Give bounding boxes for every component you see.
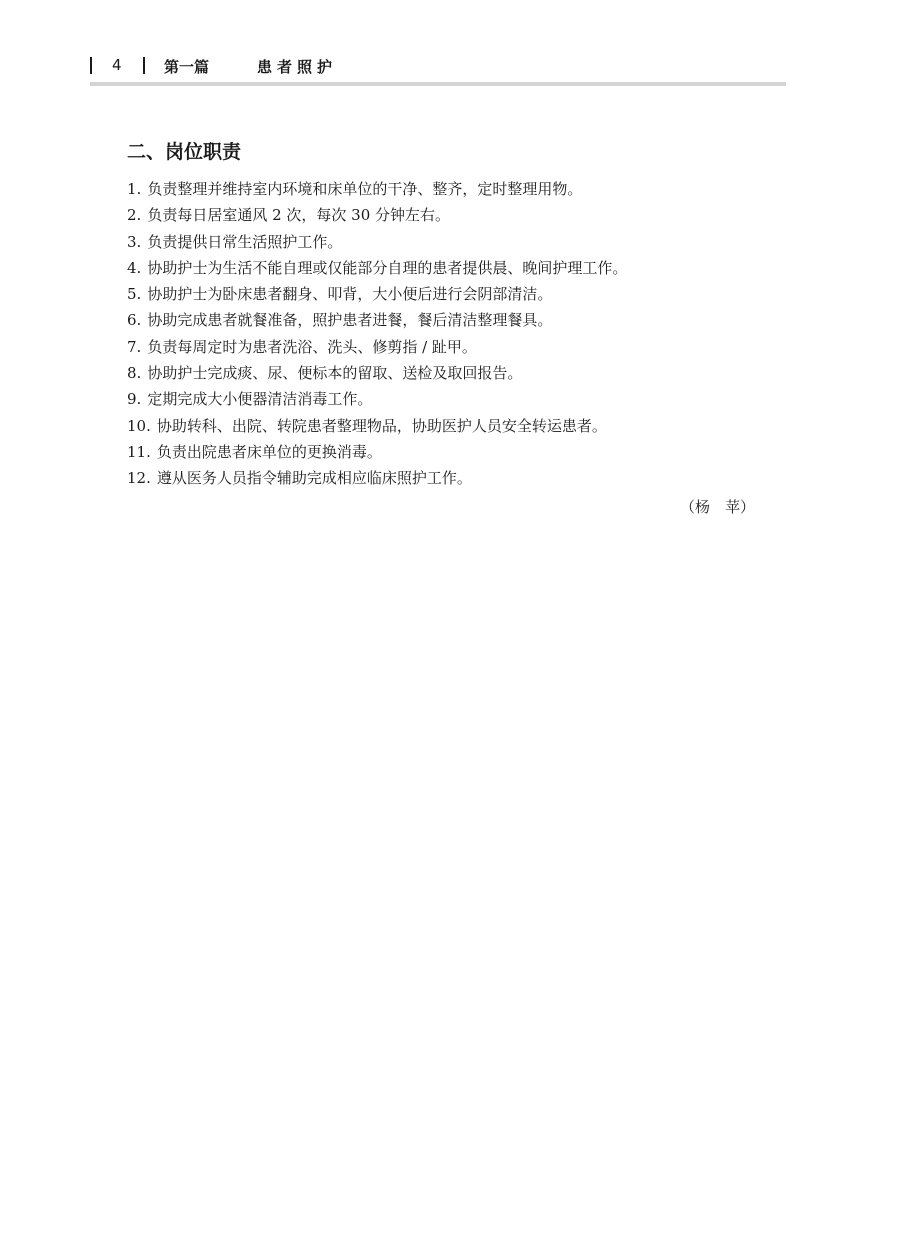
item-number: 1. — [127, 180, 142, 198]
author-credit: （杨 苹） — [680, 498, 756, 516]
item-number: 9. — [127, 390, 142, 409]
header-rule — [90, 82, 786, 86]
chapter-label: 第一篇 — [164, 58, 210, 76]
item-number: 2. — [127, 206, 142, 225]
header-divider-left — [90, 57, 92, 74]
item-text: 负责提供日常生活照护工作。 — [147, 232, 343, 251]
list-item — [127, 281, 767, 307]
list-item — [127, 255, 767, 281]
item-text: 协助护士完成痰、尿、便标本的留取、送检及取回报告。 — [147, 364, 523, 383]
item-text: 协助转科、出院、转院患者整理物品，协助医护人员安全转运患者。 — [156, 416, 607, 435]
item-text: 定期完成大小便器清洁消毒工作。 — [147, 390, 373, 409]
item-number: 10. — [127, 416, 151, 435]
item-number: 6. — [127, 311, 142, 330]
header-divider-right — [143, 57, 145, 74]
item-number: 7. — [127, 337, 142, 356]
list-item — [127, 229, 767, 255]
running-header — [90, 52, 790, 80]
item-text: 协助护士为生活不能自理或仅能部分自理的患者提供晨、晚间护理工作。 — [147, 258, 628, 277]
list-item — [127, 465, 767, 491]
duties-list — [127, 176, 767, 492]
page-number: 4 — [112, 56, 122, 74]
item-text: 负责出院患者床单位的更换消毒。 — [156, 442, 382, 461]
item-number: 3. — [127, 232, 142, 251]
list-item — [127, 386, 767, 412]
item-number: 11. — [127, 442, 151, 461]
list-item — [127, 360, 767, 386]
item-text: 协助护士为卧床患者翻身、叩背，大小便后进行会阴部清洁。 — [147, 285, 553, 304]
item-text: 负责整理并维持室内环境和床单位的干净、整齐，定时整理用物。 — [147, 180, 583, 198]
item-number: 4. — [127, 258, 142, 277]
item-number: 12. — [127, 469, 151, 488]
list-item — [127, 307, 767, 333]
item-number: 5. — [127, 285, 142, 304]
item-number: 8. — [127, 364, 142, 383]
list-item — [127, 439, 767, 465]
list-item — [127, 176, 767, 202]
item-text: 负责每日居室通风 2 次，每次 30 分钟左右。 — [147, 206, 451, 225]
item-text: 协助完成患者就餐准备，照护患者进餐，餐后清洁整理餐具。 — [147, 311, 553, 330]
list-item — [127, 413, 767, 439]
item-text: 遵从医务人员指令辅助完成相应临床照护工作。 — [156, 469, 472, 488]
list-item — [127, 334, 767, 360]
list-item — [127, 202, 767, 228]
item-text: 负责每周定时为患者洗浴、洗头、修剪指 / 趾甲。 — [147, 337, 477, 356]
section-title: 二、岗位职责 — [127, 141, 242, 163]
chapter-title: 患者照护 — [257, 58, 338, 76]
